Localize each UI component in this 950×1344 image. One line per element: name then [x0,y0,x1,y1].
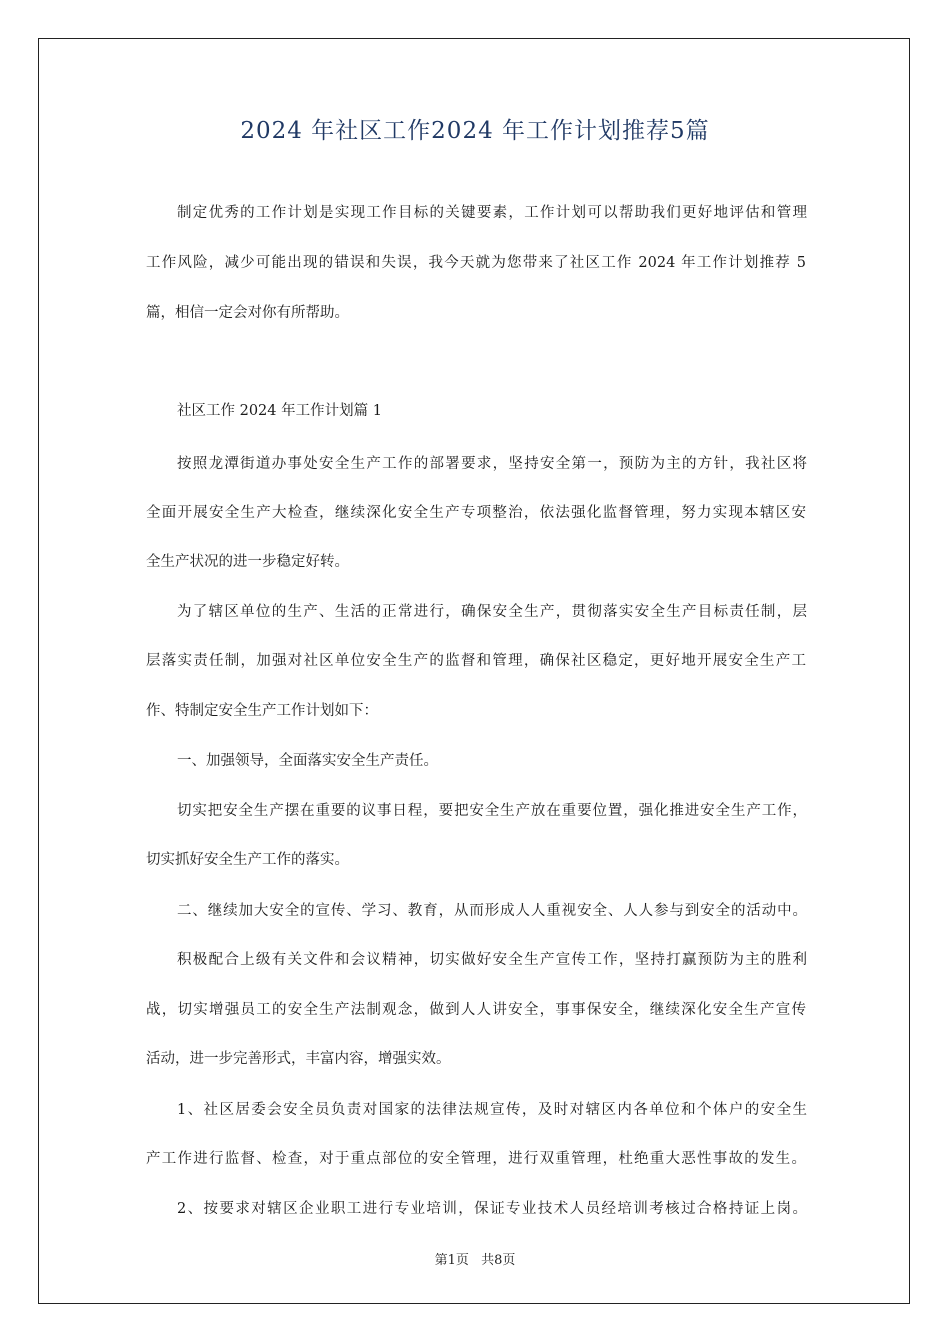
text-line: 一、加强领导，全面落实安全生产责任。 [177,753,438,769]
text-line: 全面开展安全生产大检查，继续深化安全生产专项整治，依法强化监督管理，努力实现本辖区安 [146,505,806,521]
text-line: 社区工作 2024 年工作计划篇 1 [177,403,382,419]
text-line: 1、社区居委会安全员负责对国家的法律法规宣传，及时对辖区内各单位和个体户的安全生 [177,1102,807,1118]
text-line: 2、按要求对辖区企业职工进行专业培训，保证专业技术人员经培训考核过合格持证上岗。 [177,1201,807,1217]
text-line: 按照龙潭街道办事处安全生产工作的部署要求，坚持安全第一，预防为主的方针，我社区将 [177,456,807,472]
text-line: 全生产状况的进一步稳定好转。 [146,554,349,570]
text-line: 工作风险，减少可能出现的错误和失误，我今天就为您带来了社区工作 2024 年工作计划推荐 5 [146,255,806,271]
text-line: 制定优秀的工作计划是实现工作目标的关键要素，工作计划可以帮助我们更好地评估和管理 [177,205,807,221]
text-line: 切实把安全生产摆在重要的议事日程，要把安全生产放在重要位置，强化推进安全生产工作， [177,803,807,819]
page-total: 共8页 [481,1253,516,1268]
text-line: 二、继续加大安全的宣传、学习、教育，从而形成人人重视安全、人人参与到安全的活动中。 [177,903,807,919]
text-line: 切实抓好安全生产工作的落实。 [146,852,349,868]
page-number: 第1页 [434,1253,469,1268]
text-line: 战，切实增强员工的安全生产法制观念，做到人人讲安全，事事保安全，继续深化安全生产宣传 [146,1002,806,1018]
text-line: 积极配合上级有关文件和会议精神，切实做好安全生产宣传工作，坚持打赢预防为主的胜利 [177,952,807,968]
document-title: 2024 年社区工作2024 年工作计划推荐5篇 [240,118,710,144]
page-footer [0,1249,950,1268]
text-line: 活动，进一步完善形式，丰富内容，增强实效。 [146,1051,451,1067]
text-line: 篇，相信一定会对你有所帮助。 [146,305,349,321]
text-line: 作、特制定安全生产工作计划如下： [146,703,378,719]
text-line: 产工作进行监督、检查，对于重点部位的安全管理，进行双重管理，杜绝重大恶性事故的发生。 [146,1151,806,1167]
text-line: 层落实责任制，加强对社区单位安全生产的监督和管理，确保社区稳定，更好地开展安全生产工 [146,653,806,669]
text-line: 为了辖区单位的生产、生活的正常进行，确保安全生产，贯彻落实安全生产目标责任制，层 [177,604,807,620]
